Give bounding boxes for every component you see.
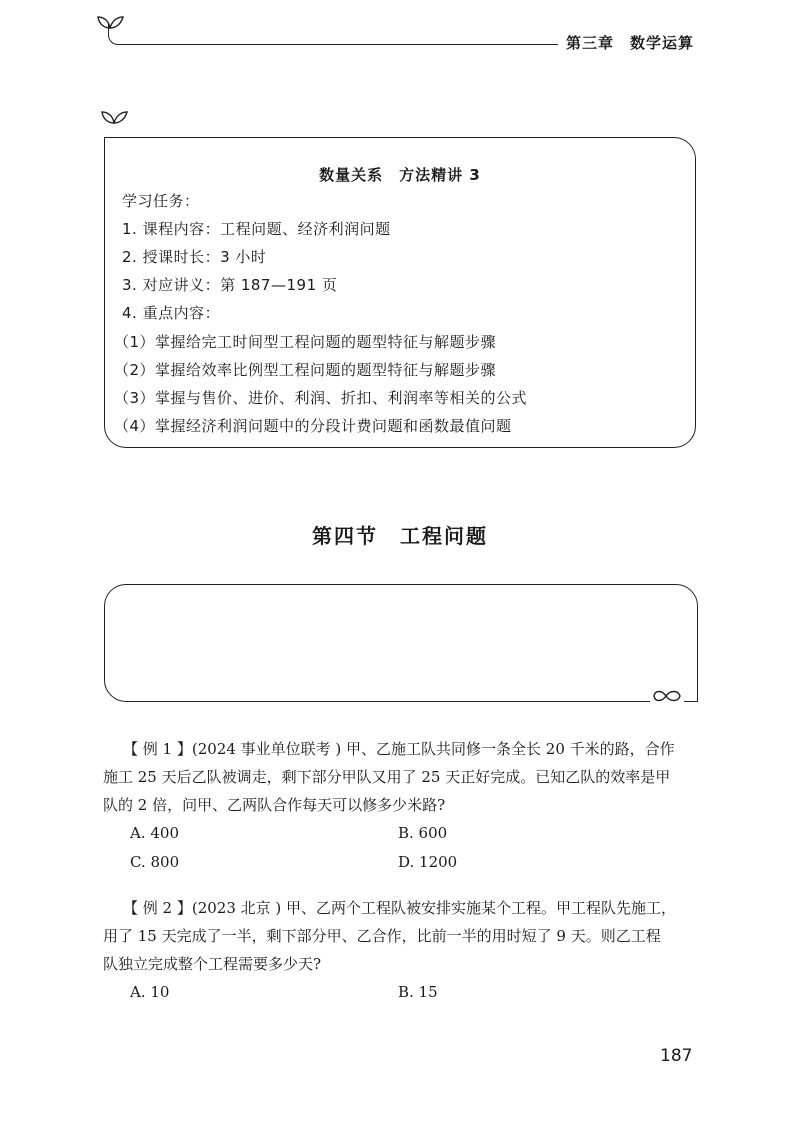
study-line: 4. 重点内容： (122, 304, 221, 322)
study-line: （4）掌握经济利润问题中的分段计费问题和函数最值问题 (114, 417, 512, 435)
study-box-title: 数量关系 方法精讲 3 (319, 166, 481, 184)
sprout-icon (100, 108, 130, 126)
example-1-line: 队的 2 倍，问甲、乙两队合作每天可以修多少米路? (103, 796, 446, 814)
example-2-line: 【 例 2 】(2023 北京 ) 甲、乙两个工程队被安排实施某个工程。甲工程队先施工， (123, 899, 677, 917)
option-a: A. 400 (130, 824, 179, 842)
example-2-line: 队独立完成整个工程需要多少天? (103, 955, 322, 973)
section-title: 第四节 工程问题 (312, 524, 488, 548)
option-b: B. 15 (398, 983, 438, 1001)
option-d: D. 1200 (398, 853, 458, 871)
study-line: （1）掌握给完工时间型工程问题的题型特征与解题步骤 (114, 333, 497, 351)
study-line: 2. 授课时长：3 小时 (122, 248, 267, 266)
note-box (104, 584, 698, 702)
option-a: A. 10 (130, 983, 170, 1001)
sprout-icon (650, 688, 684, 704)
header-rule (118, 44, 558, 45)
example-1-line: 【 例 1 】(2024 事业单位联考 ) 甲、乙施工队共同修一条全长 20 千米的路，合作 (123, 740, 675, 758)
study-line: 学习任务： (122, 192, 200, 210)
option-b: B. 600 (398, 824, 448, 842)
study-line: 1. 课程内容：工程问题、经济利润问题 (122, 220, 391, 238)
example-1-line: 施工 25 天后乙队被调走，剩下部分甲队又用了 25 天正好完成。已知乙队的效率是甲 (103, 768, 671, 786)
example-2-line: 用了 15 天完成了一半，剩下部分甲、乙合作，比前一半的用时短了 9 天。则乙工程 (103, 927, 661, 945)
option-c: C. 800 (130, 853, 180, 871)
study-line: （2）掌握给效率比例型工程问题的题型特征与解题步骤 (114, 361, 497, 379)
sprout-icon (96, 14, 126, 30)
page-number: 187 (660, 1046, 693, 1066)
chapter-title: 第三章 数学运算 (566, 34, 695, 52)
study-line: 3. 对应讲义：第 187—191 页 (122, 276, 338, 294)
study-line: （3）掌握与售价、进价、利润、折扣、利润率等相关的公式 (114, 389, 528, 407)
